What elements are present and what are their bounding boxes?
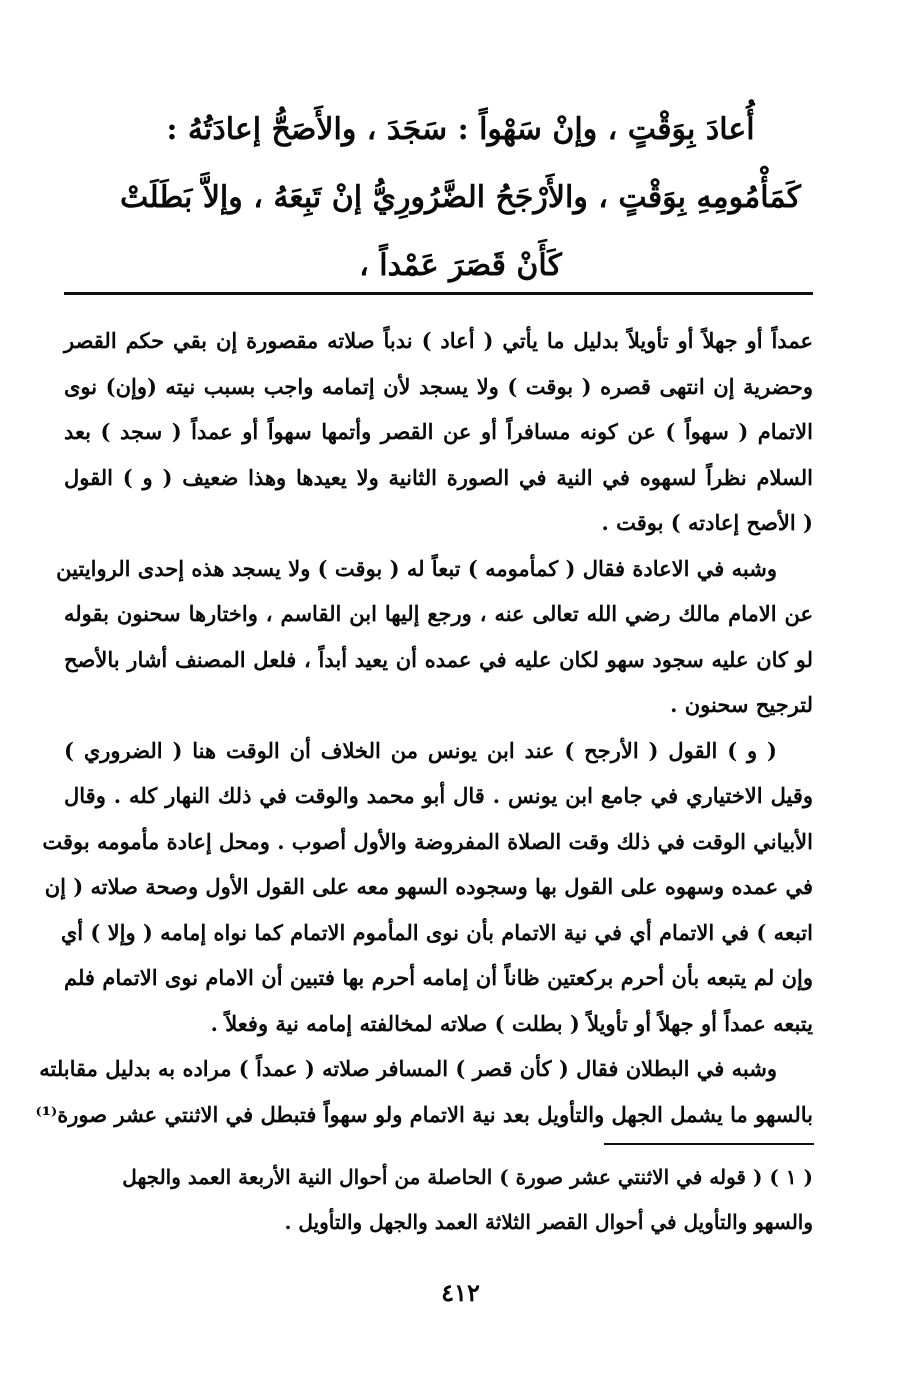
- text-line: عمداً أو جهلاً أو تأويلاً بدليل ما يأتي ( أعاد ) ندباً صلاته مقصورة إن بقي حكم القصر: [64, 328, 813, 353]
- commentary-paragraph: [64, 318, 813, 546]
- commentary-paragraph: [56, 546, 813, 728]
- text-line: ( الأصح إعادته ) بوقت .: [601, 510, 813, 535]
- text-line: بالسهو ما يشمل الجهل والتأويل بعد نية الاتمام ولو سهواً فتبطل في الاثنتي عشر صورة⁽¹⁾: [35, 1101, 813, 1127]
- text-line: وحضرية إن انتهى قصره ( بوقت ) ولا يسجد لأن إتمامه واجب بسبب نيته (وإن) نوى: [64, 373, 813, 399]
- footnote: [64, 1155, 813, 1245]
- page-number: ٤١٢: [441, 1278, 480, 1307]
- text-line: اتبعه ) في الاتمام أي في نية الاتمام بأن نوى المأموم الاتمام كما نواه إمامه ( وإلا ) أي: [60, 919, 813, 945]
- text-line: السلام نظراً لسهوه في النية في الصورة الثانية ولا يعيدها وهذا ضعيف ( و ) القول: [64, 464, 813, 490]
- text-line: وشبه في البطلان فقال ( كأن قصر ) المسافر صلاته ( عمداً ) مراده به بدليل مقابلته: [39, 1056, 777, 1081]
- commentary-paragraph: [35, 1046, 813, 1137]
- matn-line: أُعادَ بِوَقْتٍ ، وإنْ سَهْواً : سَجَدَ ، والأَصَحُّ إعادَتُهُ :: [166, 112, 755, 147]
- text-line: وإن لم يتبعه بأن أحرم بركعتين ظاناً أن إمامه أحرم بها فتبين أن الامام نوى الاتمام فلم: [64, 965, 813, 990]
- text-line: ( و ) القول ( الأرجح ) عند ابن يونس من الخلاف أن الوقت هنا ( الضروري ): [64, 737, 777, 763]
- text-line: الأبياني الوقت في ذلك وقت الصلاة المفروضة والأول أصوب . ومحل إعادة مأمومه بوقت: [42, 828, 813, 854]
- text-line: لترجيح سحنون .: [670, 692, 813, 717]
- text-line: الاتمام ( سهواً ) عن كونه مسافراً أو عن القصر وأتمها سهواً أو عمداً ( سجد ) بعد: [64, 419, 813, 444]
- text-line: وشبه في الاعادة فقال ( كمأمومه ) تبعاً له ( بوقت ) ولا يسجد هذه إحدى الروايتين: [56, 555, 777, 581]
- footnote-line: ( ١ ) ( قوله في الاثنتي عشر صورة ) الحاصلة من أحوال النية الأربعة العمد والجهل: [122, 1165, 813, 1189]
- matn-line: كَأَنْ قَصَرَ عَمْداً ،: [359, 248, 562, 283]
- separator-rule: [64, 292, 813, 295]
- commentary-paragraph: [42, 728, 813, 1047]
- commentary-text: [35, 318, 813, 1137]
- matn-line: كَمَأْمُومِهِ بِوَقْتٍ ، والأَرْجَحُ الضَّرُورِيُّ إنْ تَبِعَهُ ، وإلاَّ بَطَلَتْ: [120, 180, 801, 215]
- footnote-line: والسهو والتأويل في أحوال القصر الثلاثة العمد والجهل والتأويل .: [284, 1210, 813, 1234]
- text-line: في عمده وسهوه على القول بها وسجوده السهو معه على القول الأول وصحة صلاته ( إن: [44, 874, 813, 899]
- text-line: وقيل الاختياري في جامع ابن يونس . قال أبو محمد والوقت في ذلك النهار كله . وقال: [64, 783, 813, 808]
- text-line: يتبعه عمداً أو جهلاً أو تأويلاً ( بطلت ) صلاته لمخالفته إمامه نية وفعلاً .: [210, 1010, 813, 1036]
- text-line: لو كان عليه سجود سهو لكان عليه في عمده أن يعيد أبداً ، فلعل المصنف أشار بالأصح: [64, 646, 813, 672]
- matn-text: [70, 96, 851, 300]
- footnote-separator: [604, 1143, 814, 1145]
- text-line: عن الامام مالك رضي الله تعالى عنه ، ورجع إليها ابن القاسم ، واختارها سحنون بقوله: [64, 601, 813, 626]
